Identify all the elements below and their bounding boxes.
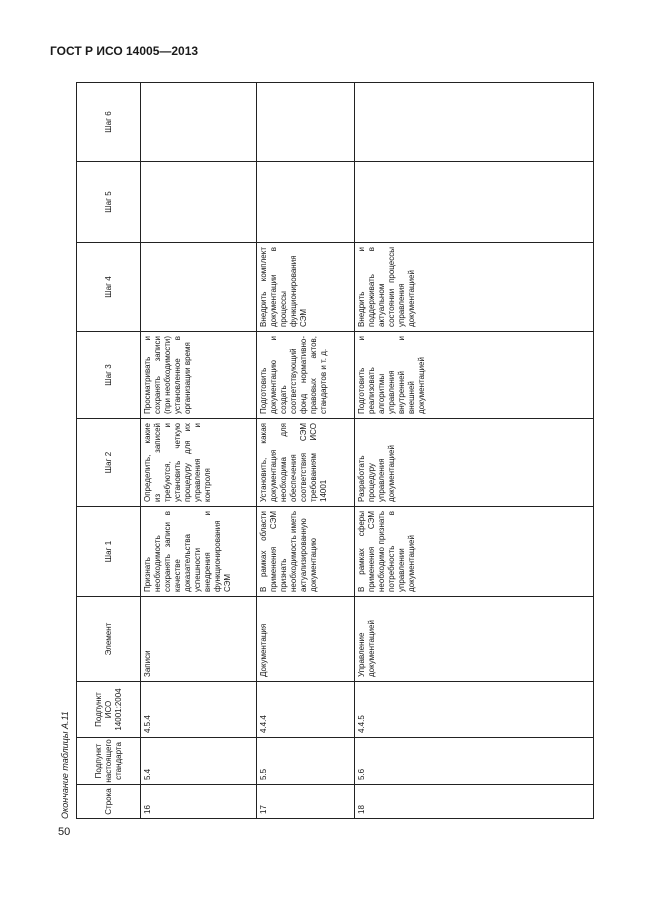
column-row-number: [77, 784, 593, 818]
table-cell: В рамках сферы применения СЭМ необходимо признать потребность в управлении документацией: [357, 511, 416, 592]
table-cell: Установить, какая документация необходима для обеспечения соответствия СЭМ требованиям ИСО 14001: [257, 419, 355, 506]
header-cell: Шаг 3: [77, 332, 141, 418]
column-step-1: [77, 506, 593, 596]
table-cell: 18: [357, 805, 366, 814]
table-cell: Подготовить документацию и создать соответствующий фонд нормативно-правовых актов, стандартов и т. д.: [257, 332, 355, 418]
header-cell: Подпункт настоящего стандарта: [77, 738, 141, 784]
header-cell: Строка: [77, 785, 141, 818]
header-cell: Шаг 6: [77, 83, 141, 161]
header-cell: Элемент: [77, 597, 141, 681]
table-cell: Записи: [141, 597, 257, 681]
table-cell: 17: [257, 785, 355, 818]
table-cell: 4.4.5: [357, 715, 366, 733]
header-cell: Подпункт ИСО 14001:2004: [77, 682, 141, 737]
rotated-table-block: [60, 82, 594, 819]
header-cell: Шаг 5: [77, 162, 141, 242]
table-cell: [355, 162, 595, 242]
table-cell: Просматривать и сохранять записи (при необходимости) установленное в организации время: [141, 332, 257, 418]
document-header: ГОСТ Р ИСО 14005—2013: [50, 44, 199, 58]
table-cell: 5.4: [141, 738, 257, 784]
header-cell: Шаг 4: [77, 243, 141, 331]
column-step-4: [77, 242, 593, 331]
table-caption: Окончание таблицы А.11: [60, 711, 70, 819]
column-iso-clause: [77, 681, 593, 737]
table-cell: Документация: [257, 597, 355, 681]
table-cell: [141, 243, 257, 331]
table-cell: Признать необходимость сохранять записи в качестве доказательства успешности внедрения и функционирования СЭМ: [141, 507, 257, 596]
table-cell: 4.4.4: [257, 682, 355, 737]
table-cell: Внедрить комплект документации в процессы функционирования СЭМ: [257, 243, 355, 331]
column-step-3: [77, 331, 593, 418]
column-step-5: [77, 161, 593, 242]
table-cell: [141, 162, 257, 242]
table-cell: [257, 83, 355, 161]
header-cell: Шаг 1: [77, 507, 141, 596]
table-cell: [257, 162, 355, 242]
table-cell: Определить, какие из записей требуются, и установить четкую процедуру для их управления и контроля: [141, 419, 257, 506]
header-cell: Шаг 2: [77, 419, 141, 506]
column-this-standard-clause: [77, 737, 593, 784]
column-element: [77, 596, 593, 681]
table-cell: Подготовить и реализовать алгоритмы управления внутренней и внешней документацией: [357, 336, 426, 414]
table-cell: [141, 83, 257, 161]
table-cell: [355, 83, 595, 161]
table-cell: Управление документацией: [357, 620, 376, 677]
table-cell: 16: [141, 785, 257, 818]
table-cell: В рамках области применения СЭМ признать необходимость иметь актуализированную документацию: [257, 507, 355, 596]
table-cell: 5.5: [257, 738, 355, 784]
table-a11-continuation: [76, 82, 594, 819]
table-cell: Разработать процедуру управления документацией: [357, 445, 396, 502]
table-cell: 4.5.4: [141, 682, 257, 737]
column-step-6: [77, 83, 593, 161]
table-cell: 5.6: [357, 768, 366, 780]
page-number: 50: [58, 826, 71, 838]
column-step-2: [77, 418, 593, 506]
table-cell: Внедрить и поддерживать в актуальном состоянии процессы управления документацией: [357, 247, 416, 327]
